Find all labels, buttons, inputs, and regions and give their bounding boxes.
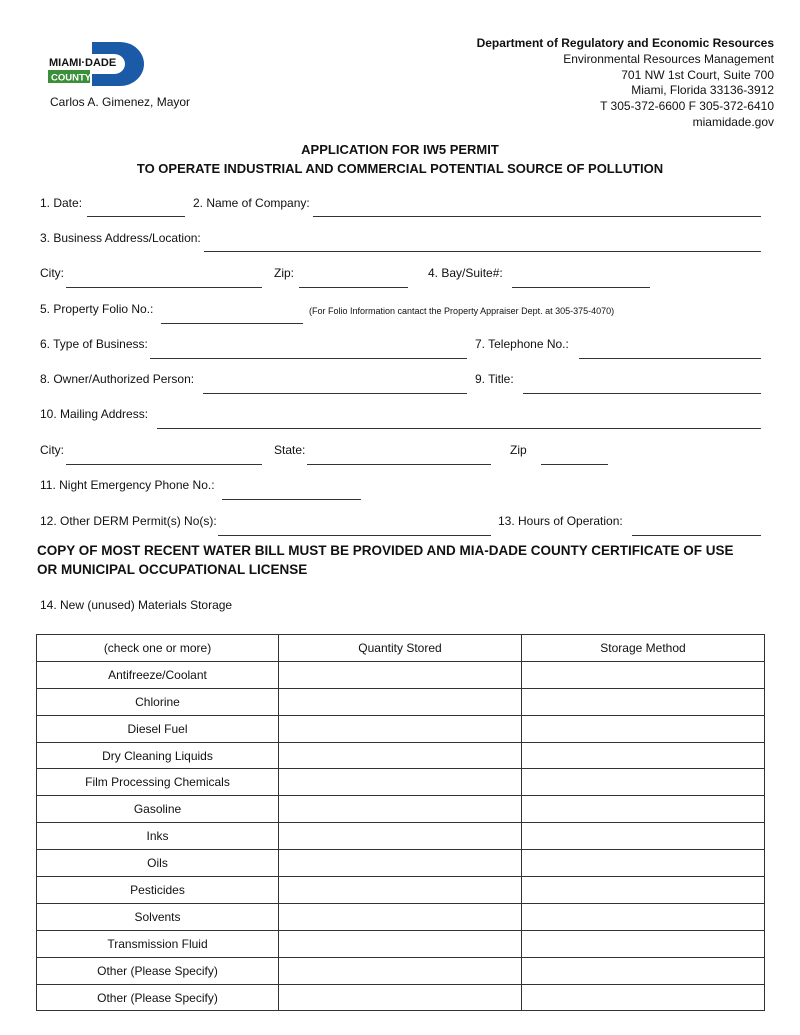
mailing-city-field[interactable] <box>66 464 262 465</box>
department-address-block <box>477 36 774 131</box>
table-row <box>37 957 765 984</box>
mailing-address-field[interactable] <box>157 428 761 429</box>
mayor-name: Carlos A. Gimenez, Mayor <box>50 95 191 109</box>
date-field[interactable] <box>87 216 185 217</box>
owner-field[interactable] <box>203 393 467 394</box>
table-header-row <box>37 635 765 662</box>
material-name[interactable]: Antifreeze/Coolant <box>37 661 279 688</box>
storage-method-cell[interactable] <box>522 877 765 904</box>
address-label: 3. Business Address/Location: <box>40 231 201 245</box>
division-name: Environmental Resources Management <box>563 51 774 66</box>
table-row <box>37 769 765 796</box>
business-type-label: 6. Type of Business: <box>40 337 148 351</box>
quantity-stored-cell[interactable] <box>279 823 522 850</box>
phone-fax: T 305-372-6600 F 305-372-6410 <box>600 99 774 114</box>
material-name[interactable]: Transmission Fluid <box>37 930 279 957</box>
table-row <box>37 903 765 930</box>
column-header: Storage Method <box>522 635 765 662</box>
storage-method-cell[interactable] <box>522 796 765 823</box>
quantity-stored-cell[interactable] <box>279 850 522 877</box>
logo-graphic <box>48 42 148 86</box>
column-header: Quantity Stored <box>279 635 522 662</box>
table-row <box>37 984 765 1011</box>
material-name[interactable]: Pesticides <box>37 877 279 904</box>
night-phone-label: 11. Night Emergency Phone No.: <box>40 478 215 492</box>
quantity-stored-cell[interactable] <box>279 877 522 904</box>
folio-field[interactable] <box>161 323 303 324</box>
table-row <box>37 742 765 769</box>
mailing-zip-field[interactable] <box>541 464 608 465</box>
city-field[interactable] <box>66 287 262 288</box>
quantity-stored-cell[interactable] <box>279 957 522 984</box>
form-subtitle: TO OPERATE INDUSTRIAL AND COMMERCIAL POTENTIAL SOURCE OF POLLUTION <box>136 161 664 176</box>
mailing-state-label: State: <box>274 443 306 457</box>
bay-suite-label: 4. Bay/Suite#: <box>428 266 503 280</box>
company-label: 2. Name of Company: <box>193 196 310 210</box>
quantity-stored-cell[interactable] <box>279 742 522 769</box>
material-name[interactable]: Diesel Fuel <box>37 715 279 742</box>
telephone-field[interactable] <box>579 358 761 359</box>
table-row <box>37 823 765 850</box>
hours-field[interactable] <box>632 535 761 536</box>
company-field[interactable] <box>313 216 761 217</box>
other-permits-field[interactable] <box>218 535 491 536</box>
table-row <box>37 930 765 957</box>
table-row <box>37 661 765 688</box>
material-name[interactable]: Dry Cleaning Liquids <box>37 742 279 769</box>
website: miamidade.gov <box>692 114 774 129</box>
material-name[interactable]: Gasoline <box>37 796 279 823</box>
owner-label: 8. Owner/Authorized Person: <box>40 372 195 386</box>
material-name[interactable]: Other (Please Specify) <box>37 957 279 984</box>
storage-method-cell[interactable] <box>522 903 765 930</box>
storage-method-cell[interactable] <box>522 742 765 769</box>
department-name: Department of Regulatory and Economic Resources <box>476 36 774 50</box>
table-row <box>37 850 765 877</box>
column-header: (check one or more) <box>37 635 279 662</box>
owner-title-field[interactable] <box>523 393 761 394</box>
telephone-label: 7. Telephone No.: <box>475 337 569 351</box>
owner-title-label: 9. Title: <box>475 372 514 386</box>
quantity-stored-cell[interactable] <box>279 796 522 823</box>
storage-method-cell[interactable] <box>522 769 765 796</box>
quantity-stored-cell[interactable] <box>279 715 522 742</box>
mailing-address-label: 10. Mailing Address: <box>40 407 149 421</box>
material-name[interactable]: Other (Please Specify) <box>37 984 279 1011</box>
storage-method-cell[interactable] <box>522 715 765 742</box>
quantity-stored-cell[interactable] <box>279 769 522 796</box>
address-field[interactable] <box>204 251 761 252</box>
zip-label: Zip: <box>274 266 295 280</box>
folio-label: 5. Property Folio No.: <box>40 302 154 316</box>
material-name[interactable]: Oils <box>37 850 279 877</box>
form-title: APPLICATION FOR IW5 PERMIT <box>301 142 499 157</box>
quantity-stored-cell[interactable] <box>279 984 522 1011</box>
table-row <box>37 796 765 823</box>
table-row <box>37 688 765 715</box>
storage-method-cell[interactable] <box>522 688 765 715</box>
material-name[interactable]: Film Processing Chemicals <box>37 769 279 796</box>
hours-label: 13. Hours of Operation: <box>498 514 623 528</box>
logo-text-bottom: COUNTY <box>51 72 92 84</box>
business-type-field[interactable] <box>150 358 467 359</box>
city-state-zip: Miami, Florida 33136-3912 <box>631 83 774 98</box>
storage-method-cell[interactable] <box>522 661 765 688</box>
materials-table <box>36 634 765 1011</box>
zip-field[interactable] <box>299 287 408 288</box>
other-permits-label: 12. Other DERM Permit(s) No(s): <box>40 514 217 528</box>
storage-method-cell[interactable] <box>522 823 765 850</box>
street-address: 701 NW 1st Court, Suite 700 <box>621 67 774 82</box>
quantity-stored-cell[interactable] <box>279 688 522 715</box>
quantity-stored-cell[interactable] <box>279 903 522 930</box>
date-label: 1. Date: <box>40 196 83 210</box>
city-label: City: <box>40 266 64 280</box>
material-name[interactable]: Solvents <box>37 903 279 930</box>
material-name[interactable]: Chlorine <box>37 688 279 715</box>
storage-method-cell[interactable] <box>522 984 765 1011</box>
table-row <box>37 715 765 742</box>
storage-method-cell[interactable] <box>522 957 765 984</box>
mailing-zip-label: Zip <box>510 443 527 457</box>
night-phone-field[interactable] <box>222 499 361 500</box>
mailing-city-label: City: <box>40 443 64 457</box>
storage-method-cell[interactable] <box>522 930 765 957</box>
bay-suite-field[interactable] <box>512 287 650 288</box>
folio-note: (For Folio Information cantact the Property Appraiser Dept. at 305-375-4070) <box>309 306 615 316</box>
mailing-state-field[interactable] <box>307 464 491 465</box>
quantity-stored-cell[interactable] <box>279 661 522 688</box>
required-documents-notice: COPY OF MOST RECENT WATER BILL MUST BE PROVIDED AND MIA-DADE COUNTY CERTIFICATE OF USE OR MUNICIPAL OCCUPATIONAL LICENSE <box>37 543 734 577</box>
quantity-stored-cell[interactable] <box>279 930 522 957</box>
miami-dade-logo <box>48 42 148 86</box>
materials-heading: 14. New (unused) Materials Storage <box>40 598 233 612</box>
table-row <box>37 877 765 904</box>
logo-text-top: MIAMI·DADE <box>49 57 117 69</box>
material-name[interactable]: Inks <box>37 823 279 850</box>
storage-method-cell[interactable] <box>522 850 765 877</box>
